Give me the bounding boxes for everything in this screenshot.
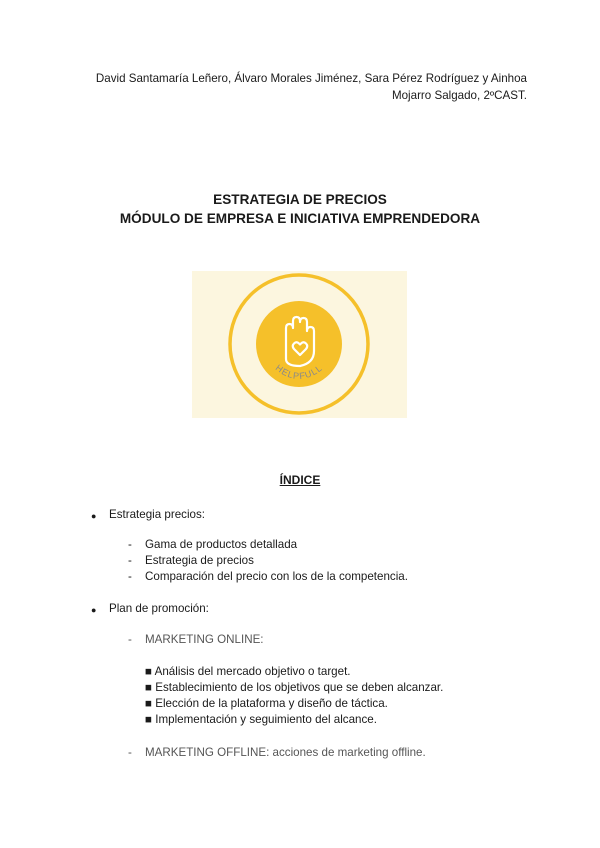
list-item (145, 665, 351, 678)
list-item-text: Análisis del mercado objetivo o target. (154, 665, 351, 678)
section-plan-promocion: Plan de promoción: (109, 602, 209, 615)
list-item: Gama de productos detallada (145, 538, 298, 551)
square-marker: ■ (145, 681, 153, 694)
square-marker: ■ (145, 697, 153, 710)
list-item (145, 697, 388, 710)
marketing-offline-label: MARKETING OFFLINE: acciones de marketing offline. (145, 746, 426, 759)
square-marker: ■ (145, 665, 153, 678)
authors-line-1: David Santamaría Leñero, Álvaro Morales Jiménez, Sara Pérez Rodríguez y Ainhoa (95, 72, 527, 85)
dash-marker: - (128, 746, 132, 759)
list-item (145, 681, 443, 694)
bullet-marker: ● (91, 605, 97, 615)
dash-marker: - (128, 570, 132, 583)
marketing-online-label: MARKETING ONLINE: (145, 633, 264, 646)
section-estrategia-precios: Estrategia precios: (109, 508, 206, 521)
title-line-1: ESTRATEGIA DE PRECIOS (213, 192, 387, 207)
dash-marker: - (128, 554, 132, 567)
list-item: Estrategia de precios (145, 554, 254, 567)
square-marker: ■ (145, 713, 153, 726)
title-line-2: MÓDULO DE EMPRESA E INICIATIVA EMPRENDEDORA (119, 211, 481, 226)
logo-text: HELPFULL (273, 362, 325, 382)
document-title (0, 190, 600, 228)
logo (192, 271, 407, 418)
authors-header (57, 71, 527, 104)
list-item-text: Implementación y seguimiento del alcance. (155, 713, 377, 726)
list-item (145, 713, 377, 726)
list-item: Comparación del precio con los de la competencia. (145, 570, 408, 583)
index-heading: ÍNDICE (279, 473, 321, 487)
authors-line-2: Mojarro Salgado, 2ºCAST. (391, 88, 527, 102)
helpfull-logo-graphic (192, 271, 407, 418)
dash-marker: - (128, 633, 132, 646)
dash-marker: - (128, 538, 132, 551)
list-item-text: Elección de la plataforma y diseño de táctica. (155, 697, 388, 710)
list-item-text: Establecimiento de los objetivos que se deben alcanzar. (155, 681, 444, 694)
bullet-marker: ● (91, 511, 97, 521)
